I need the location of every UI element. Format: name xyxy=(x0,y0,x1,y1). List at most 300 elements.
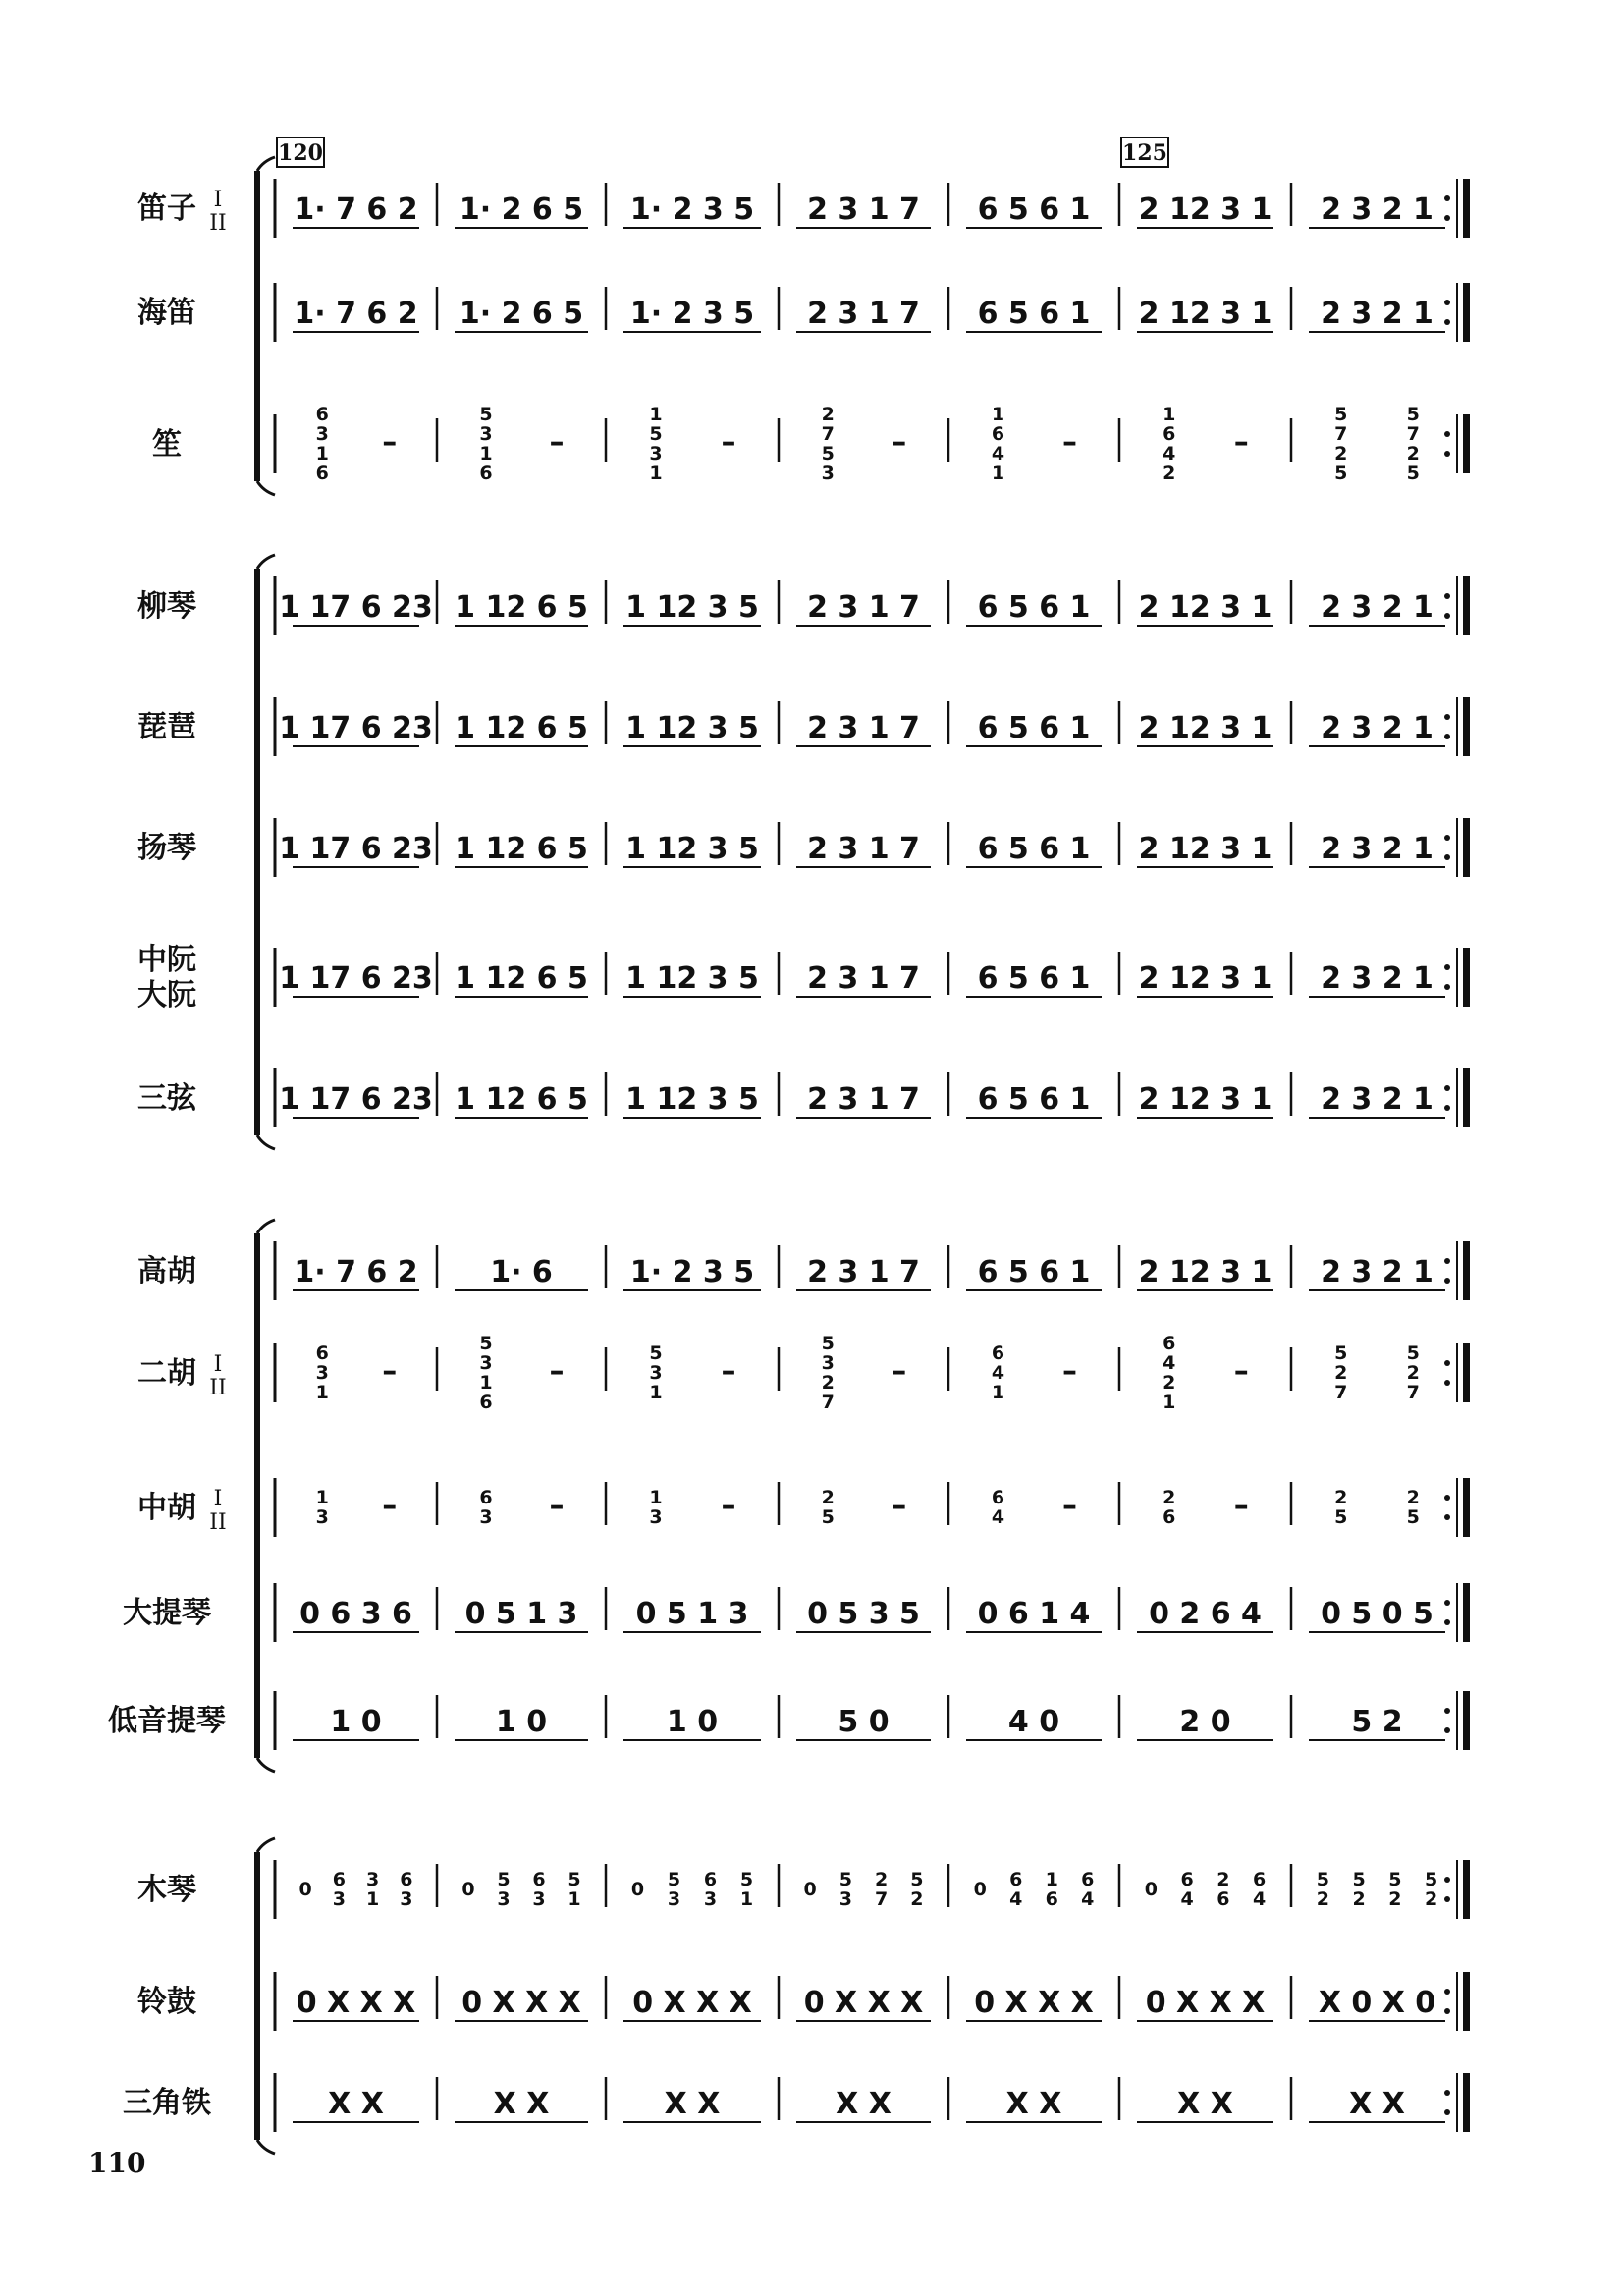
measure-notes: 1 12 6 5 xyxy=(455,1082,588,1117)
sustain-dash: – xyxy=(1233,425,1249,460)
measure xyxy=(992,404,1077,484)
chord-note: 6 xyxy=(991,1342,1005,1364)
measure xyxy=(966,1705,1102,1740)
measure-notes: 0 X X X xyxy=(296,1986,416,2020)
measure xyxy=(822,1487,907,1528)
chord-note: 5 xyxy=(821,443,835,465)
measure xyxy=(1309,1986,1445,2021)
measure xyxy=(1137,297,1273,332)
measure xyxy=(479,1333,564,1413)
measure-notes: 2 3 1 7 xyxy=(807,961,920,996)
measure-notes: 1 0 xyxy=(495,1705,548,1739)
repeat-end-barline xyxy=(1444,2073,1470,2132)
chord-note: 6 xyxy=(1163,1506,1176,1528)
measure-notes: 2 3 2 1 xyxy=(1321,832,1434,866)
measure-notes: 1 17 6 23 xyxy=(279,961,433,996)
measure-notes: 2 12 3 1 xyxy=(1138,961,1272,996)
part-roman: I xyxy=(213,1352,223,1377)
measure xyxy=(279,590,433,626)
chord-note: 6 xyxy=(479,463,493,484)
chord-note: 5 xyxy=(1388,1869,1402,1890)
staff-liuqin xyxy=(137,576,1470,635)
chord-note: 3 xyxy=(703,1888,718,1910)
instrument-name: 低音提琴 xyxy=(108,1704,226,1738)
staff-muqin xyxy=(137,1860,1470,1919)
repeat-end-barline xyxy=(1444,1583,1470,1642)
measure-notes: 2 12 3 1 xyxy=(1138,192,1272,227)
page-number: 110 xyxy=(88,2147,146,2179)
measure xyxy=(1145,1869,1266,1910)
measure xyxy=(1137,192,1273,228)
measure xyxy=(796,1597,931,1632)
measure xyxy=(623,1705,761,1740)
chord-note: 4 xyxy=(1009,1888,1023,1910)
chord-note: 1 xyxy=(649,1382,663,1403)
instrument-name: 大阮 xyxy=(137,978,196,1012)
measure xyxy=(966,1597,1102,1632)
measure-notes: 1· 6 xyxy=(490,1255,553,1289)
measure xyxy=(623,297,761,332)
chord-note: 4 xyxy=(1180,1888,1194,1910)
chord-note: 6 xyxy=(1163,423,1176,445)
chord-note: 0 xyxy=(803,1879,817,1900)
measure xyxy=(1309,1597,1445,1632)
chord-note: 0 xyxy=(973,1879,987,1900)
measure xyxy=(796,2087,931,2122)
measure-notes: 0 X X X xyxy=(974,1986,1094,2020)
measure xyxy=(796,961,931,997)
sustain-dash: – xyxy=(549,1489,565,1523)
instrument-name: 扬琴 xyxy=(137,831,196,865)
measure xyxy=(1309,1705,1445,1740)
chord-note: 3 xyxy=(667,1888,681,1910)
measure xyxy=(966,711,1102,746)
chord-note: 1 xyxy=(991,463,1005,484)
chord-note: 5 xyxy=(649,423,663,445)
measure-notes: 6 5 6 1 xyxy=(977,192,1091,227)
chord-note: 6 xyxy=(315,1342,329,1364)
measure-notes: 5 2 xyxy=(1351,1705,1403,1739)
repeat-end-barline xyxy=(1444,179,1470,238)
measure xyxy=(796,832,931,867)
chord-note: 3 xyxy=(839,1888,852,1910)
staff-zhonghu xyxy=(137,1478,1470,1537)
chord-note: 3 xyxy=(497,1888,511,1910)
measure-notes: 2 12 3 1 xyxy=(1138,711,1272,745)
instrument-name: 三角铁 xyxy=(123,2086,211,2120)
repeat-end-barline xyxy=(1444,1241,1470,1300)
measure-notes: 1· 2 6 5 xyxy=(459,297,584,331)
chord-note: 7 xyxy=(821,1392,835,1413)
chord-note: 6 xyxy=(1180,1869,1194,1890)
measure-number: 125 xyxy=(1122,140,1167,166)
chord-note: 3 xyxy=(315,1506,329,1528)
chord-note: 6 xyxy=(479,1487,493,1508)
measure xyxy=(796,711,931,746)
chord-note: 2 xyxy=(821,404,835,425)
chord-note: 5 xyxy=(497,1869,511,1890)
measure xyxy=(455,1986,588,2021)
measure-notes: 6 5 6 1 xyxy=(977,711,1091,745)
measure xyxy=(1137,832,1273,867)
measure-notes: 2 3 2 1 xyxy=(1321,590,1434,625)
measure xyxy=(649,1487,735,1528)
measure xyxy=(623,1255,761,1290)
measure xyxy=(1137,961,1273,997)
measure-notes: 1 17 6 23 xyxy=(279,1082,433,1117)
chord-note: 1 xyxy=(1163,404,1176,425)
chord-note: 5 xyxy=(1334,1342,1348,1364)
measure-notes: 1 12 3 5 xyxy=(625,711,759,745)
chord-note: 5 xyxy=(1406,463,1420,484)
measure-notes: 6 5 6 1 xyxy=(977,297,1091,331)
chord-note: 5 xyxy=(910,1869,924,1890)
measure xyxy=(1137,1705,1273,1740)
measure xyxy=(966,1986,1102,2021)
sustain-dash: – xyxy=(1062,1489,1077,1523)
measure-notes: X X xyxy=(328,2087,384,2121)
measure-notes: 0 6 1 4 xyxy=(977,1597,1091,1631)
measure xyxy=(796,1255,931,1290)
measure xyxy=(455,832,588,867)
measure xyxy=(796,1986,931,2021)
staff-sanxian xyxy=(137,1068,1470,1127)
chord-note: 2 xyxy=(821,1372,835,1394)
measure xyxy=(1137,1082,1273,1118)
measure xyxy=(1137,590,1273,626)
measure xyxy=(279,961,433,997)
measure xyxy=(479,1487,564,1528)
measure xyxy=(316,1342,398,1403)
measure-notes: 1 17 6 23 xyxy=(279,832,433,866)
bracket-percussion xyxy=(257,1838,275,2154)
instrument-name: 中阮 xyxy=(137,943,196,977)
chord-note: 2 xyxy=(1406,1362,1420,1384)
measure xyxy=(966,1082,1102,1118)
chord-note: 4 xyxy=(1253,1888,1267,1910)
sustain-dash: – xyxy=(382,1354,398,1389)
sustain-dash: – xyxy=(1062,1354,1077,1389)
repeat-end-barline xyxy=(1444,1860,1470,1919)
measure xyxy=(1334,1487,1420,1528)
chord-note: 3 xyxy=(821,463,835,484)
chord-note: 2 xyxy=(1163,1372,1176,1394)
measure-notes: 0 5 3 5 xyxy=(807,1597,920,1631)
instrument-name: 高胡 xyxy=(137,1254,196,1288)
measure xyxy=(796,297,931,332)
measure xyxy=(1137,1255,1273,1290)
chord-note: 3 xyxy=(649,1362,663,1384)
repeat-end-barline xyxy=(1444,576,1470,635)
measure-notes: 6 5 6 1 xyxy=(977,961,1091,996)
measure xyxy=(293,1986,419,2021)
chord-note: 5 xyxy=(839,1869,852,1890)
measure-notes: 1 17 6 23 xyxy=(279,711,433,745)
measure xyxy=(455,1082,588,1118)
chord-note: 5 xyxy=(1334,404,1348,425)
measure xyxy=(1137,1986,1273,2021)
staff-ruan xyxy=(137,943,1470,1012)
staff-datiqin xyxy=(123,1583,1470,1642)
chord-note: 7 xyxy=(1334,423,1348,445)
chord-note: 4 xyxy=(1081,1888,1095,1910)
measure xyxy=(1309,711,1445,746)
measure-notes: 1· 7 6 2 xyxy=(294,192,418,227)
measure-number: 120 xyxy=(278,140,323,166)
measure-notes: 2 3 1 7 xyxy=(807,711,920,745)
measure-notes: 1 12 6 5 xyxy=(455,711,588,745)
measure-notes: 2 3 2 1 xyxy=(1321,1255,1434,1289)
chord-note: 5 xyxy=(739,1869,754,1890)
measure-notes: 1 12 6 5 xyxy=(455,961,588,996)
sustain-dash: – xyxy=(892,425,907,460)
measure xyxy=(1163,404,1249,484)
instrument-name: 海笛 xyxy=(137,296,196,330)
chord-note: 6 xyxy=(1217,1888,1230,1910)
measure-notes: 2 3 2 1 xyxy=(1321,1082,1434,1117)
chord-note: 2 xyxy=(1334,1362,1348,1384)
chord-note: 2 xyxy=(1316,1888,1329,1910)
measure-notes: 4 0 xyxy=(1007,1705,1060,1739)
measure xyxy=(455,192,588,228)
measure-numbers xyxy=(277,137,1168,167)
measure-notes: 2 3 1 7 xyxy=(807,590,920,625)
measure xyxy=(479,404,564,484)
chord-note: 6 xyxy=(315,404,329,425)
chord-note: 7 xyxy=(875,1888,889,1910)
instrument-name: 二胡 xyxy=(137,1356,196,1391)
instrument-name: 柳琴 xyxy=(137,589,196,624)
chord-note: 5 xyxy=(479,1333,493,1354)
measure-number-box xyxy=(277,137,324,167)
instrument-name: 中胡 xyxy=(137,1491,196,1525)
measure xyxy=(966,192,1102,228)
measure-notes: 2 3 2 1 xyxy=(1321,961,1434,996)
chord-note: 1 xyxy=(568,1888,581,1910)
chord-note: 6 xyxy=(991,423,1005,445)
measure xyxy=(1334,1342,1420,1403)
instrument-name: 铃鼓 xyxy=(137,1985,196,2019)
measure-notes: 0 5 1 3 xyxy=(635,1597,749,1631)
measure xyxy=(822,404,907,484)
chord-note: 6 xyxy=(1253,1869,1267,1890)
chord-note: 1 xyxy=(991,1382,1005,1403)
chord-note: 6 xyxy=(532,1869,546,1890)
chord-note: 3 xyxy=(649,443,663,465)
chord-note: 3 xyxy=(649,1506,663,1528)
measure xyxy=(1137,711,1273,746)
part-roman: II xyxy=(209,1376,227,1400)
measure xyxy=(279,832,433,867)
chord-note: 1 xyxy=(991,404,1005,425)
chord-note: 3 xyxy=(821,1352,835,1374)
measure xyxy=(455,2087,588,2122)
chord-note: 1 xyxy=(1045,1869,1058,1890)
measure xyxy=(1309,961,1445,997)
measure xyxy=(1309,1255,1445,1290)
measure xyxy=(455,1255,588,1290)
chord-note: 5 xyxy=(1406,404,1420,425)
sustain-dash: – xyxy=(1233,1354,1249,1389)
chord-note: 5 xyxy=(821,1333,835,1354)
chord-note: 2 xyxy=(1217,1869,1230,1890)
staff-yangqin xyxy=(137,818,1470,877)
measure-notes: 2 3 1 7 xyxy=(807,832,920,866)
measure-notes: 0 X X X xyxy=(1145,1986,1266,2020)
measure-notes: 0 X X X xyxy=(632,1986,752,2020)
chord-note: 2 xyxy=(1334,1487,1348,1508)
repeat-end-barline xyxy=(1444,414,1470,473)
measure xyxy=(293,192,419,228)
measure xyxy=(966,2087,1102,2122)
measure xyxy=(631,1869,753,1910)
measure-notes: 1· 7 6 2 xyxy=(294,297,418,331)
chord-note: 5 xyxy=(1334,1506,1348,1528)
bracket-bowed xyxy=(257,1220,275,1772)
measure-notes: X X xyxy=(1005,2087,1062,2121)
chord-note: 0 xyxy=(1144,1879,1158,1900)
measure xyxy=(455,1705,588,1740)
chord-note: 5 xyxy=(821,1506,835,1528)
measure-notes: 1· 2 3 5 xyxy=(629,192,755,227)
chord-note: 5 xyxy=(1425,1869,1438,1890)
sustain-dash: – xyxy=(892,1354,907,1389)
measure-notes: 0 X X X xyxy=(461,1986,581,2020)
chord-note: 6 xyxy=(1163,1333,1176,1354)
chord-note: 3 xyxy=(315,1362,329,1384)
sustain-dash: – xyxy=(382,425,398,460)
measure xyxy=(623,1597,761,1632)
measure xyxy=(455,1597,588,1632)
measure-notes: X X xyxy=(1349,2087,1405,2121)
measure-notes: 2 12 3 1 xyxy=(1138,1082,1272,1117)
measure xyxy=(623,192,761,228)
measure xyxy=(1309,832,1445,867)
chord-note: 5 xyxy=(649,1342,663,1364)
chord-note: 5 xyxy=(568,1869,581,1890)
instrument-name: 木琴 xyxy=(137,1873,196,1907)
measure-notes: 0 2 6 4 xyxy=(1149,1597,1262,1631)
instrument-name: 笙 xyxy=(152,427,182,462)
staff-gaohu xyxy=(137,1241,1470,1300)
repeat-end-barline xyxy=(1444,1972,1470,2031)
measure xyxy=(992,1487,1077,1528)
chord-note: 4 xyxy=(991,443,1005,465)
measure xyxy=(822,1333,907,1413)
measure-notes: 2 3 2 1 xyxy=(1321,711,1434,745)
chord-note: 1 xyxy=(315,443,329,465)
measure xyxy=(455,711,588,746)
staff-sanjiaotie xyxy=(123,2073,1470,2132)
measure xyxy=(1309,2087,1445,2122)
measure-notes: 1 12 3 5 xyxy=(625,1082,759,1117)
chord-note: 6 xyxy=(1009,1869,1023,1890)
chord-note: 1 xyxy=(649,404,663,425)
instrument-name: 笛子 xyxy=(137,191,196,226)
chord-note: 5 xyxy=(1316,1869,1329,1890)
measure-notes: 1 17 6 23 xyxy=(279,590,433,625)
measure xyxy=(1317,1869,1437,1910)
chord-note: 3 xyxy=(400,1888,413,1910)
instrument-name: 大提琴 xyxy=(123,1596,211,1630)
measure xyxy=(1309,590,1445,626)
measure xyxy=(623,1082,761,1118)
measure xyxy=(623,961,761,997)
measure xyxy=(1137,2087,1273,2122)
chord-note: 5 xyxy=(1406,1506,1420,1528)
staff-linggu xyxy=(137,1972,1470,2031)
chord-note: 1 xyxy=(479,443,493,465)
measure xyxy=(293,1705,419,1740)
sustain-dash: – xyxy=(721,1354,736,1389)
chord-note: 4 xyxy=(991,1362,1005,1384)
chord-note: 5 xyxy=(479,404,493,425)
measure-notes: 2 12 3 1 xyxy=(1138,297,1272,331)
sustain-dash: – xyxy=(721,1489,736,1523)
chord-note: 4 xyxy=(991,1506,1005,1528)
measure-notes: 2 3 1 7 xyxy=(807,1255,920,1289)
measure-notes: 1 0 xyxy=(330,1705,382,1739)
measure-notes: 2 3 2 1 xyxy=(1321,192,1434,227)
chord-note: 1 xyxy=(739,1888,754,1910)
measure-notes: 1 12 6 5 xyxy=(455,832,588,866)
measure-notes: 0 X X X xyxy=(803,1986,924,2020)
instrument-name: 三弦 xyxy=(137,1081,196,1116)
measure xyxy=(1163,1487,1249,1528)
chord-note: 4 xyxy=(1163,443,1176,465)
measure-notes: 1 12 3 5 xyxy=(625,590,759,625)
measure xyxy=(316,1487,398,1528)
measure-notes: 1 12 3 5 xyxy=(625,961,759,996)
measure-notes: 1 12 3 5 xyxy=(625,832,759,866)
measure xyxy=(623,2087,761,2122)
measure-notes: 6 5 6 1 xyxy=(977,1082,1091,1117)
chord-note: 2 xyxy=(1425,1888,1438,1910)
staff-erhu xyxy=(137,1333,1470,1413)
measure-notes: 1· 2 3 5 xyxy=(629,297,755,331)
measure xyxy=(455,961,588,997)
staves xyxy=(108,179,1470,2132)
measure xyxy=(279,711,433,746)
measure-notes: 1· 7 6 2 xyxy=(294,1255,418,1289)
chord-note: 6 xyxy=(332,1869,346,1890)
repeat-end-barline xyxy=(1444,818,1470,877)
measure-notes: 1 12 6 5 xyxy=(455,590,588,625)
measure-notes: 0 6 3 6 xyxy=(299,1597,412,1631)
measure xyxy=(461,1869,580,1910)
measure-notes: 2 3 1 7 xyxy=(807,192,920,227)
chord-note: 7 xyxy=(821,423,835,445)
repeat-end-barline xyxy=(1444,1478,1470,1537)
measure xyxy=(1309,192,1445,228)
part-roman: I xyxy=(213,188,223,212)
chord-note: 1 xyxy=(1163,1392,1176,1413)
part-roman: II xyxy=(209,211,227,236)
measure xyxy=(623,832,761,867)
chord-note: 3 xyxy=(315,423,329,445)
chord-note: 7 xyxy=(1406,423,1420,445)
sustain-dash: – xyxy=(1062,425,1077,460)
measure xyxy=(623,590,761,626)
repeat-end-barline xyxy=(1444,697,1470,756)
measure-notes: 0 5 0 5 xyxy=(1321,1597,1434,1631)
measure xyxy=(966,832,1102,867)
measure xyxy=(992,1342,1077,1403)
chord-note: 2 xyxy=(1406,443,1420,465)
staff-dizi xyxy=(137,179,1470,238)
measure xyxy=(966,590,1102,626)
measure xyxy=(279,1082,433,1118)
